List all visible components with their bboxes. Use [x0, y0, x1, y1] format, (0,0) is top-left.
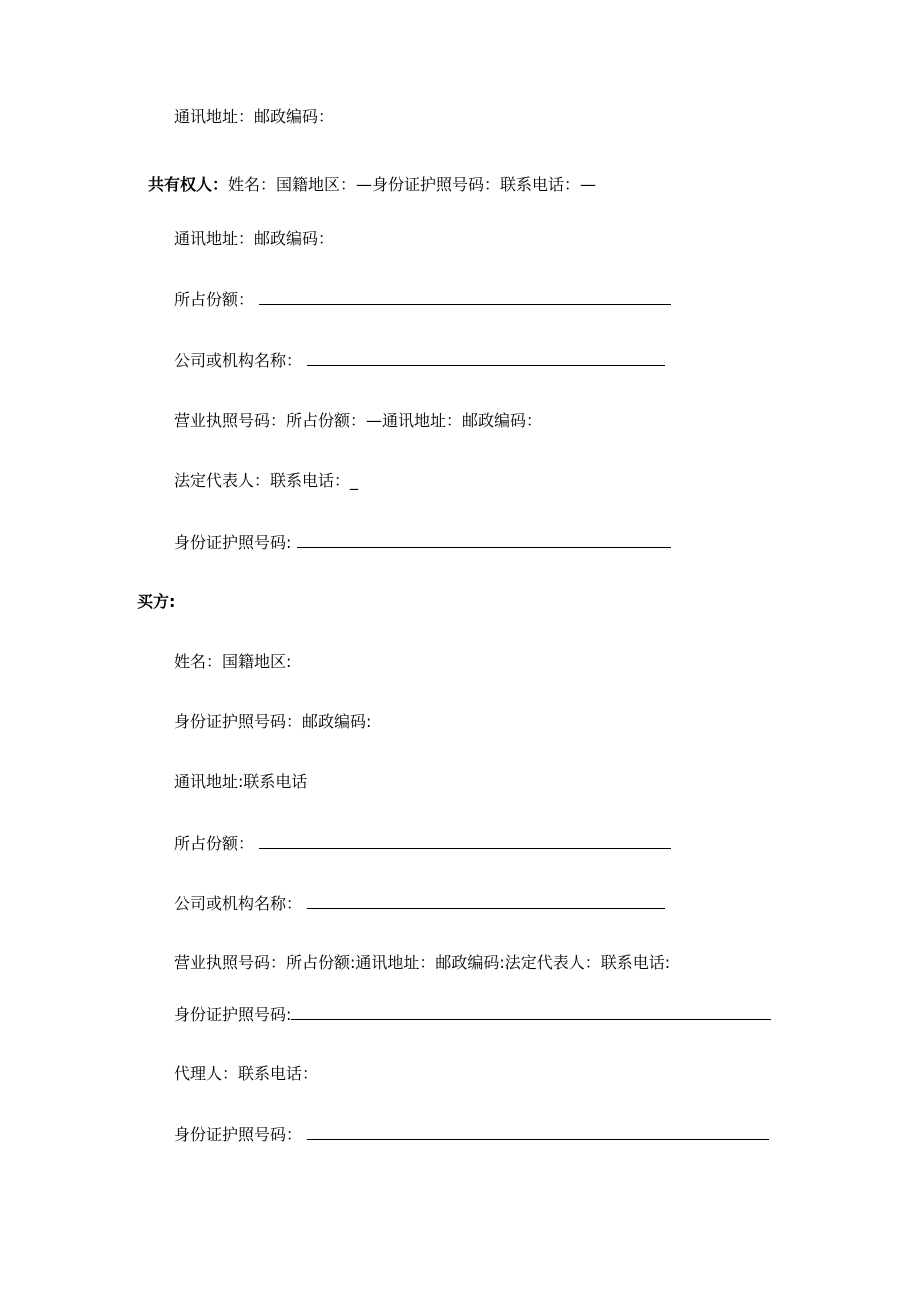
buyer-id-postal-text: 身份证护照号码：邮政编码:	[174, 712, 372, 731]
buyer-agent-line	[174, 1064, 318, 1084]
buyer-id-line	[174, 1004, 771, 1025]
co-owner-info-line	[148, 175, 596, 195]
buyer-heading	[137, 592, 175, 612]
buyer-license-text: 营业执照号码：所占份额:通讯地址：邮政编码:法定代表人：联系电话:	[174, 953, 671, 972]
co-owner-share-blank[interactable]	[259, 289, 671, 305]
buyer-id-blank[interactable]	[291, 1004, 771, 1020]
co-owner-info-text: 姓名：国籍地区：—身份证护照号码：联系电话：—	[228, 175, 597, 194]
buyer-agent-text: 代理人：联系电话：	[174, 1064, 319, 1083]
buyer-id-label: 身份证护照号码:	[174, 1005, 292, 1024]
co-owner-id-line	[174, 532, 671, 553]
buyer-agent-id-line	[174, 1124, 769, 1145]
seller-address-postal-text: 通讯地址：邮政编码：	[174, 107, 335, 126]
co-owner-label: 共有权人：	[148, 175, 229, 194]
co-owner-share-label: 所占份额：	[174, 290, 255, 309]
co-owner-address-postal-text: 通讯地址：邮政编码：	[174, 229, 335, 248]
co-owner-address-postal-line	[174, 229, 334, 249]
buyer-share-label: 所占份额：	[174, 834, 255, 853]
co-owner-license-text: 营业执照号码：所占份额：—通讯地址：邮政编码：	[174, 411, 543, 430]
buyer-name-line	[174, 652, 291, 672]
buyer-address-phone-text: 通讯地址:联系电话	[174, 772, 308, 791]
buyer-share-line	[174, 833, 671, 854]
co-owner-legal-rep-text: 法定代表人：联系电话：_	[174, 471, 359, 490]
buyer-name-text: 姓名：国籍地区:	[174, 652, 292, 671]
co-owner-share-line	[174, 289, 671, 310]
co-owner-id-blank[interactable]	[297, 532, 671, 548]
co-owner-company-blank[interactable]	[307, 350, 665, 366]
co-owner-company-label: 公司或机构名称：	[174, 351, 303, 370]
co-owner-id-label: 身份证护照号码:	[174, 533, 292, 552]
buyer-address-phone-line	[174, 772, 307, 792]
co-owner-license-line	[174, 411, 542, 431]
buyer-agent-id-blank[interactable]	[307, 1124, 769, 1140]
seller-address-postal-line	[174, 107, 334, 127]
co-owner-legal-rep-line	[174, 471, 358, 491]
buyer-id-postal-line	[174, 712, 371, 732]
buyer-license-line	[174, 953, 670, 973]
co-owner-company-line	[174, 350, 665, 371]
buyer-agent-id-label: 身份证护照号码：	[174, 1125, 303, 1144]
buyer-company-label: 公司或机构名称：	[174, 894, 303, 913]
buyer-company-line	[174, 893, 665, 914]
buyer-heading-text: 买方:	[137, 592, 176, 611]
buyer-company-blank[interactable]	[307, 893, 665, 909]
buyer-share-blank[interactable]	[259, 833, 671, 849]
